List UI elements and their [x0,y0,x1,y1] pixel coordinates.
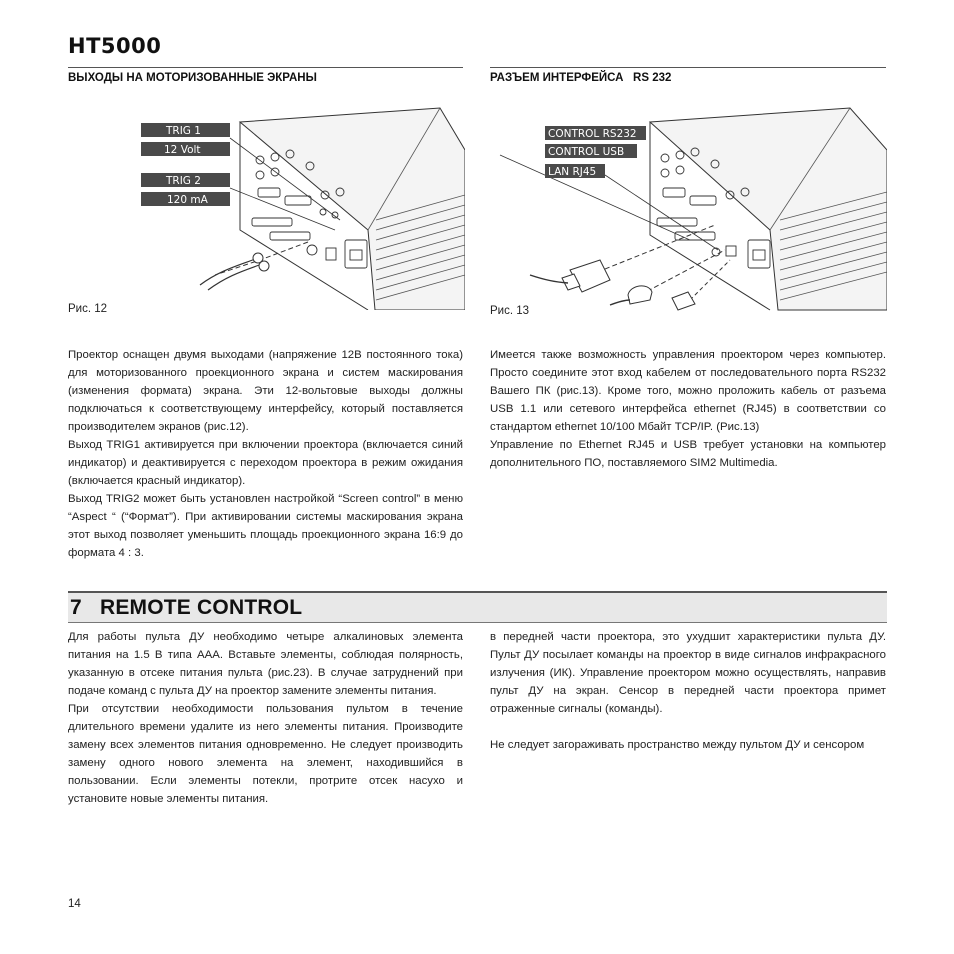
paragraph: Выход TRIG1 активируется при включении проектора (включается синий индикатор) и деактивируется с переходом проектора в режим ожидания (включается красный индикатор). [68,439,463,487]
brand-logo: HT5000 [68,34,162,58]
left-section-title: ВЫХОДЫ НА МОТОРИЗОВАННЫЕ ЭКРАНЫ [68,72,317,84]
section-heading: 7 REMOTE CONTROL [70,596,303,619]
paragraph: Управление по Ethernet RJ45 и USB требует установки на компьютер дополнительного ПО, поставляемого SIM2 Multimedia. [490,439,886,469]
label-control-usb: CONTROL USB [548,146,625,158]
paragraph: Имеется также возможность управления проектором через компьютер. Просто соедините этот вход кабелем от последовательного порта RS232 Вашего ПК (рис.13). Кроме того, можно проложить кабель от разъема USB 1.1 или сетевого интерфейса ethernet (RJ45) в соответствии со стандартом ethernet 10/100 Мбайт TCP/IP. (Рис.13) [490,349,886,433]
left-section-rule [68,67,463,68]
paragraph: Не следует загораживать пространство между пультом ДУ и сенсором [490,739,865,751]
right-section-title: РАЗЪЕМ ИНТЕРФЕЙСА RS 232 [490,72,672,84]
label-12volt: 12 Volt [164,144,201,156]
figure-12-caption: Рис. 12 [68,303,108,315]
label-trig2: TRIG 2 [166,175,201,187]
left-section-body [68,346,463,562]
right-section-body [490,346,886,472]
figure-13-interface-ports [490,100,887,315]
paragraph: Выход TRIG2 может быть установлен настройкой “Screen control” в меню “Aspect “ (“Формат”). При активировании системы маскирования экрана этот выход позволяет уменьшить площадь проекционного экрана 16:9 до формата 4 : 3. [68,493,463,559]
label-120ma: 120 mA [167,194,208,206]
right-section-rule [490,67,886,68]
paragraph: Проектор оснащен двумя выходами (напряжение 12В постоянного тока) для моторизованного проекционного экрана и систем маскирования (изменения формата) экрана. Эти 12-вольтовые выходы должны подключаться к соответствующему интерфейсу, который поставляется производителем экранов (рис.12). [68,349,463,433]
label-trig1: TRIG 1 [166,125,201,137]
figure-13-caption: Рис. 13 [490,305,530,317]
section-banner-remote-control [68,591,887,623]
label-control-rs232: CONTROL RS232 [548,128,637,140]
remote-left-body [68,628,463,808]
label-lan-rj45: LAN RJ45 [548,166,597,178]
page-number: 14 [68,898,81,910]
paragraph: При отсутствии необходимости пользования пультом в течение длительного времени удалите из него элементы питания. Производите замену всех элементов питания одновременно. Не следует производить замену одного нового элемента на элемент, находившийся в пользовании. Если элементы потекли, протрите отсек насухо и установите новые элементы питания. [68,703,463,805]
figure-12-trigger-outputs [140,100,465,310]
remote-right-body [490,628,886,754]
paragraph: Для работы пульта ДУ необходимо четыре алкалиновых элемента питания на 1.5 В типа ААА. Вставьте элементы, соблюдая полярность, указанную в отсеке питания пульта (рис.23). В случае затруднений при подаче команд с пульта ДУ на проектор замените элементы питания. [68,631,463,697]
paragraph: в передней части проектора, это ухудшит характеристики пульта ДУ. Пульт ДУ посылает команды на проектор в виде сигналов инфракрасного излучения (ИК). Управление проектором можно осуществлять, направив пульт ДУ на экран. Сенсор в передней части проектора примет отраженные сигналы (команды). [490,631,886,715]
